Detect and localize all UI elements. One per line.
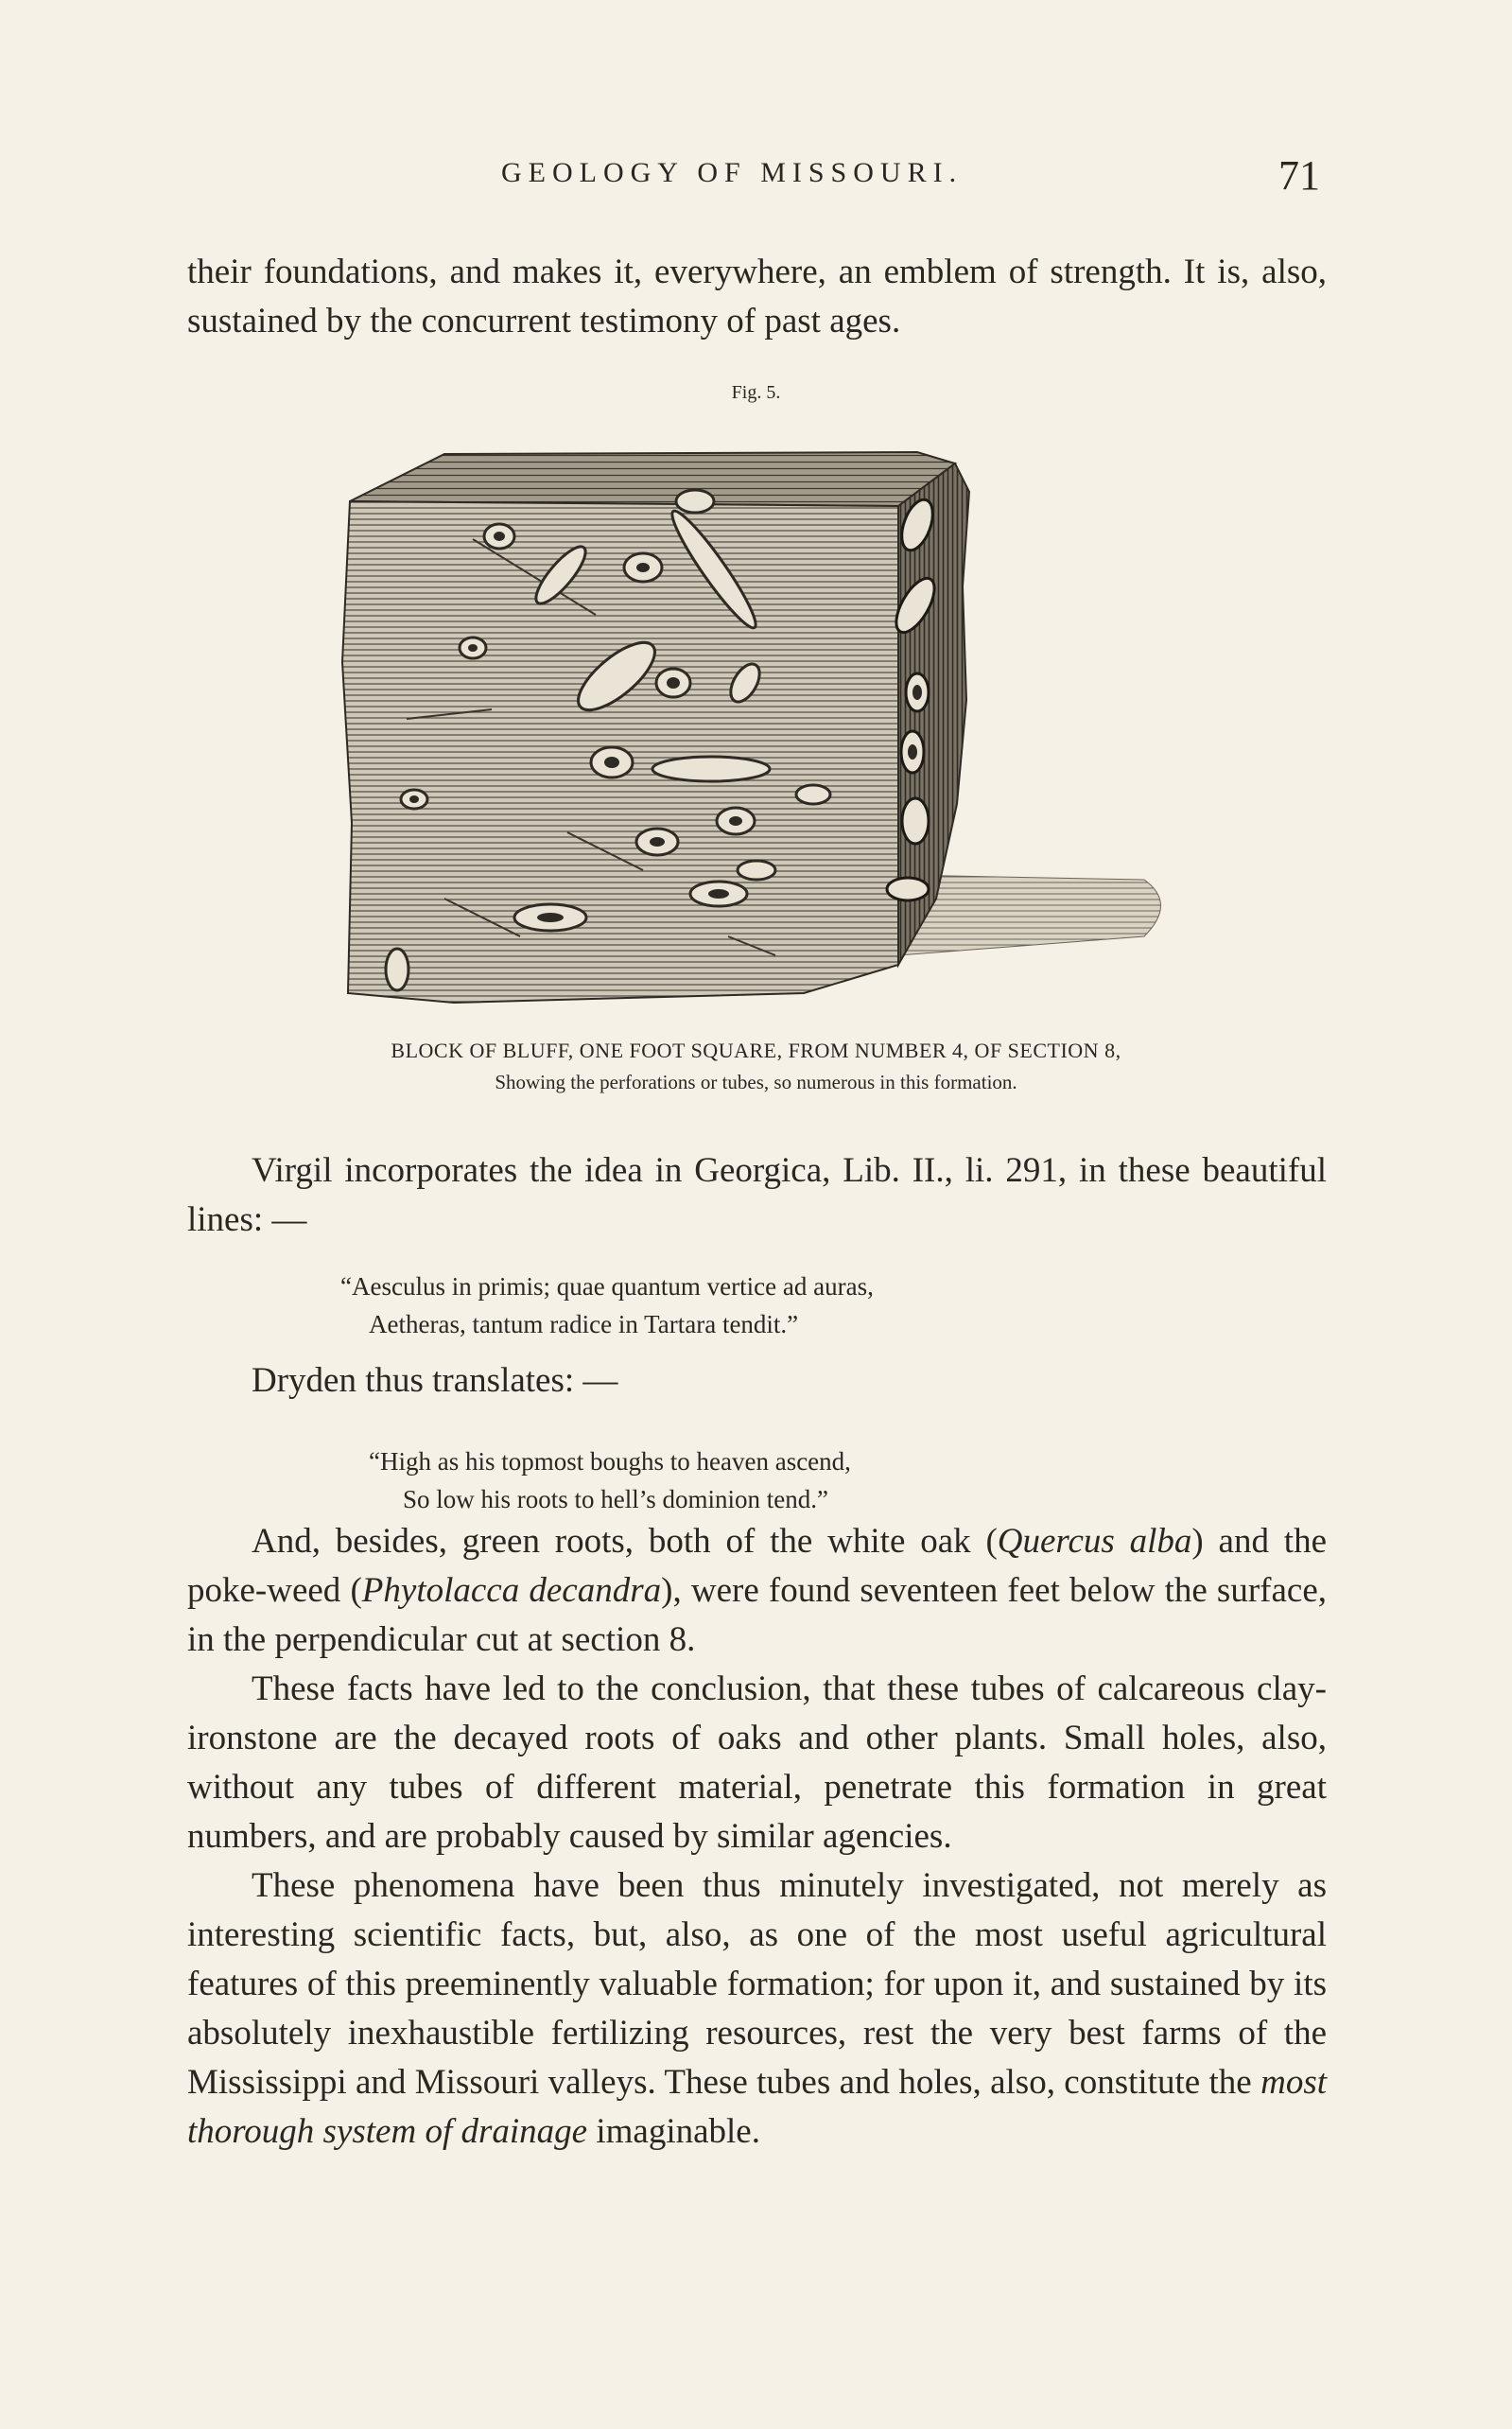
figure-caption-subtitle: Showing the perforations or tubes, so numerous in this formation. [495, 1071, 1017, 1093]
english-quote-line-2: So low his roots to hell’s dominion tend.” [403, 1485, 828, 1513]
paragraph-phenomena [187, 1861, 1327, 2157]
paragraph-dryden: Dryden thus translates: — [252, 1361, 618, 1400]
text-block-dryden [187, 1356, 1327, 1406]
running-head [0, 151, 1512, 208]
roots-text-1: And, besides, green roots, both of the white oak ( [252, 1522, 998, 1561]
english-quote-line-1: “High as his topmost boughs to heaven ascend, [369, 1447, 851, 1476]
roots-text-3: ), were found seventeen feet below the surface, in the perpendicular cut at section 8. [187, 1571, 1327, 1659]
paragraph-continuation: their foundations, and makes it, everywhere, an emblem of strength. It is, also, sustained by the concurrent testimony of past ages. [187, 253, 1327, 341]
latin-name-pokeweed: Phytolacca decandra [361, 1571, 662, 1610]
paragraph-roots [187, 1517, 1327, 1665]
rock-block-illustration [331, 426, 1201, 1012]
paragraph-virgil: Virgil incorporates the idea in Georgica, Lib. II., li. 291, in these beautiful lines: — [187, 1151, 1327, 1239]
text-block-virgil [187, 1146, 1327, 1245]
english-quote [369, 1442, 851, 1518]
running-title: GEOLOGY OF MISSOURI. [501, 157, 964, 188]
text-block-top [187, 248, 1327, 346]
page-number: 71 [1278, 152, 1320, 199]
text-block-main [187, 1517, 1327, 2157]
phenomena-text-1: These phenomena have been thus minutely investigated, not merely as interesting scientific facts, but, also, as one of the most useful agricultural features of this preeminently valuable formation; for upon it, and sustained by its absolutely inexhaustible fertilizing resources, rest the very best farms of the Mississippi and Missouri valleys. These tubes and holes, also, constitute the [187, 1866, 1327, 2102]
figure-caption-title: BLOCK OF BLUFF, ONE FOOT SQUARE, FROM NUMBER 4, OF SECTION 8, [391, 1039, 1121, 1062]
phenomena-text-2: imaginable. [587, 2112, 760, 2151]
latin-quote-line-1: “Aesculus in primis; quae quantum vertice ad auras, [340, 1272, 874, 1301]
roots-text-2: ) and the poke-weed ( [187, 1522, 1327, 1610]
drainage-emphasis: most thorough system of drainage [187, 2063, 1327, 2151]
figure-label: Fig. 5. [731, 382, 781, 403]
paragraph-conclusion: These facts have led to the conclusion, that these tubes of calcareous clay-ironstone are the decayed roots of oaks and other plants. Small holes, also, without any tubes of different material, penetrate this formation in great numbers, and are probably caused by similar agencies. [187, 1669, 1327, 1856]
latin-name-oak: Quercus alba [997, 1522, 1192, 1561]
latin-quote [340, 1267, 874, 1343]
latin-quote-line-2: Aetheras, tantum radice in Tartara tendit.” [369, 1310, 799, 1338]
